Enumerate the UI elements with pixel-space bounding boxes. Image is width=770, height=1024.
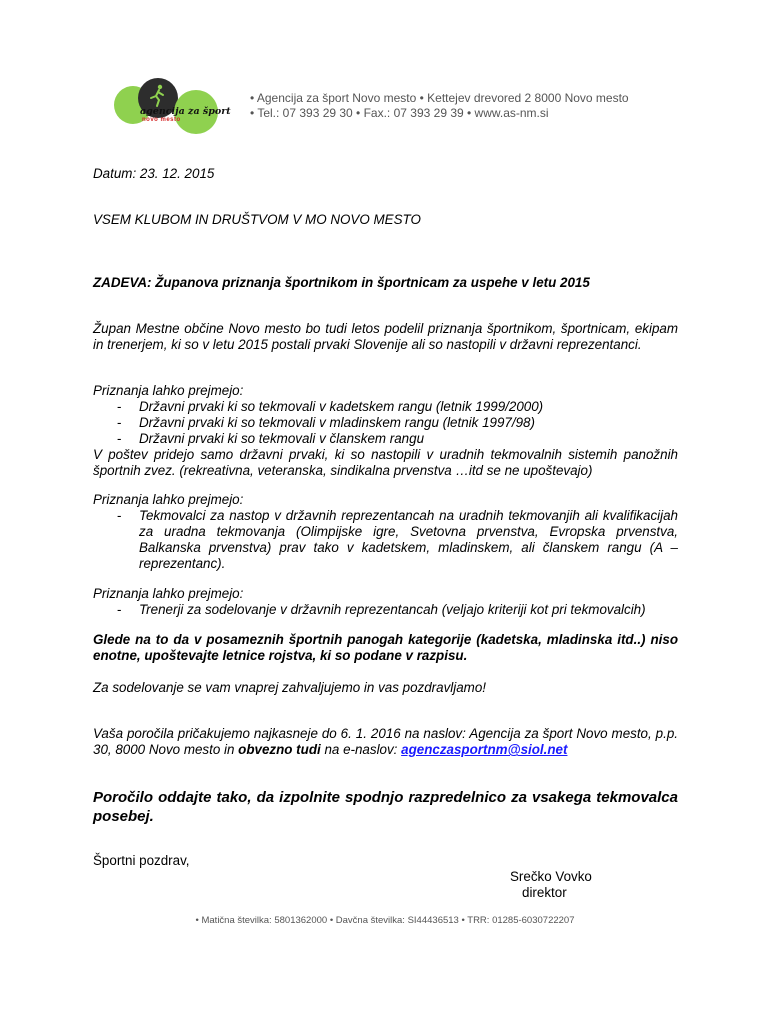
letter-date: Datum: 23. 12. 2015 — [93, 166, 215, 181]
list-item-text: Tekmovalci za nastop v državnih reprezentancah na uradnih tekmovanjih ali kvalifikacijah za uradna tekmovanja (Olimpijske igre, Svetovna prvenstva, Evropska prvenstva, Balkanska prvenstva) prav tako v kadetskem, mladinskem, ali članskem rangu (A – reprezentanc). — [139, 508, 678, 571]
eligibility-section-national-team — [93, 492, 678, 572]
category-note: Glede na to da v posameznih športnih panogah kategorije (kadetska, mladinska itd..) niso enotne, upoštevajte letnice rojstva, ki so podane v razpisu. — [93, 632, 678, 663]
reports-emphasis: obvezno tudi — [238, 742, 321, 757]
section-heading: Priznanja lahko prejmejo: — [93, 586, 244, 601]
list-dash: - — [117, 431, 122, 446]
signature-title: direktor — [522, 885, 567, 900]
letter-recipient: VSEM KLUBOM IN DRUŠTVOM V MO NOVO MESTO — [93, 212, 421, 227]
list-item-text: Državni prvaki ki so tekmovali v članskem rangu — [139, 431, 425, 446]
national-team-list — [93, 508, 678, 572]
header-address-line: • Agencija za šport Novo mesto • Kettejev drevored 2 8000 Novo mesto — [250, 91, 629, 105]
list-item-text: Državni prvaki ki so tekmovali v mladinskem rangu (letnik 1997/98) — [139, 415, 535, 430]
eligibility-section-champions — [93, 383, 678, 479]
list-dash: - — [117, 508, 122, 523]
reports-text-email-intro: na e-naslov: — [320, 742, 402, 757]
list-dash: - — [117, 602, 122, 617]
list-item — [93, 415, 678, 431]
section-heading: Priznanja lahko prejmejo: — [93, 383, 244, 398]
instruction-paragraph: Poročilo oddajte tako, da izpolnite spodnjo razpredelnico za vsakega tekmovalca posebej. — [93, 789, 678, 825]
signature-name: Srečko Vovko — [510, 869, 592, 884]
list-item — [93, 399, 678, 415]
reports-paragraph — [93, 726, 678, 758]
section-heading: Priznanja lahko prejmejo: — [93, 492, 244, 507]
list-dash: - — [117, 399, 122, 414]
reports-text: Vaša poročila pričakujemo najkasneje do 6. 1. 2016 na naslov: Agencija za šport Novo mesto, p.p. 30, 8000 Novo mesto in — [93, 726, 678, 757]
list-dash: - — [117, 415, 122, 430]
list-item-text: Državni prvaki ki so tekmovali v kadetskem rangu (letnik 1999/2000) — [139, 399, 544, 414]
footer-company-info: • Matična številka: 5801362000 • Davčna številka: SI44436513 • TRR: 01285-6030722207 — [195, 915, 575, 926]
list-item — [93, 431, 678, 447]
eligibility-section-coaches — [93, 586, 693, 618]
list-item — [93, 508, 678, 572]
agency-logo — [112, 76, 234, 136]
intro-paragraph: Župan Mestne občine Novo mesto bo tudi letos podelil priznanja športnikom, športnicam, ekipam in trenerjem, ki so v letu 2015 postali prvaki Slovenije ali so nastopili v državni reprezentanci. — [93, 321, 678, 352]
header-contact-line: • Tel.: 07 393 29 30 • Fax.: 07 393 29 39 • www.as-nm.si — [250, 106, 549, 120]
list-item — [93, 602, 693, 618]
champions-list — [93, 399, 678, 447]
coaches-list — [93, 602, 693, 618]
logo-sub-text: novo mesto — [142, 117, 181, 123]
champions-note: V poštev pridejo samo državni prvaki, ki so nastopili v uradnih tekmovalnih sistemih panožnih športnih zvez. (rekreativna, veteranska, sindikalna prvenstva …itd se ne upoštevajo) — [93, 447, 678, 478]
logo-brand-text: agencija za šport — [140, 106, 231, 117]
letter-subject: ZADEVA: Županova priznanja športnikom in športnicam za uspehe v letu 2015 — [93, 275, 590, 290]
thanks-line: Za sodelovanje se vam vnaprej zahvaljujemo in vas pozdravljamo! — [93, 680, 486, 695]
email-link[interactable]: agenczasportnm@siol.net — [401, 742, 568, 757]
greeting: Športni pozdrav, — [93, 853, 190, 868]
runner-icon — [148, 84, 168, 108]
list-item-text: Trenerji za sodelovanje v državnih reprezentancah (veljajo kriteriji kot pri tekmovalcih) — [139, 602, 646, 617]
